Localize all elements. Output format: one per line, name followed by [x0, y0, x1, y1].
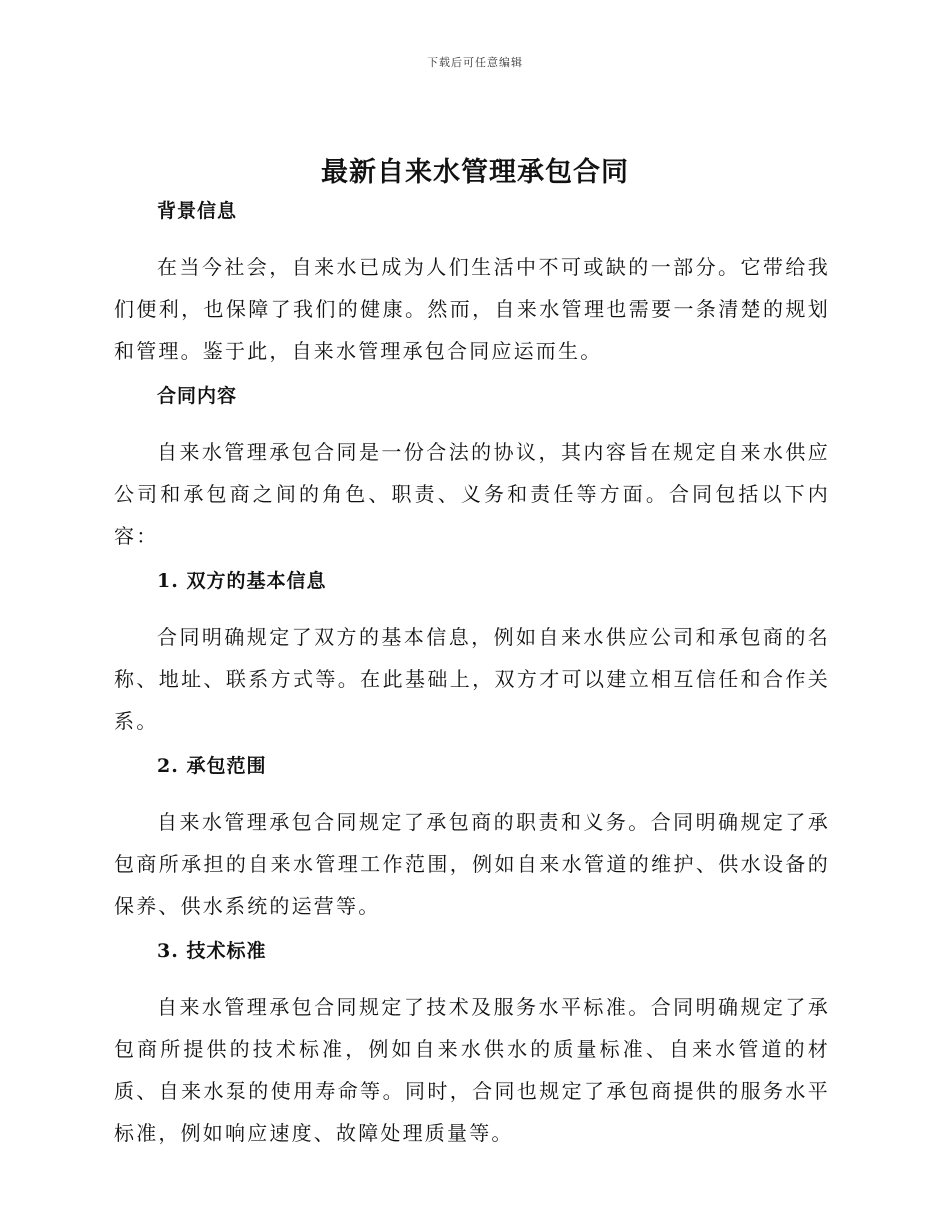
section-heading-party-info: 1. 双方的基本信息: [157, 570, 327, 592]
section-heading-contract-content: 合同内容: [157, 385, 238, 407]
document-body: [114, 196, 830, 1154]
section-paragraph-party-info: 合同明确规定了双方的基本信息，例如自来水供应公司和承包商的名称、地址、联系方式等。在此基础上，双方才可以建立相互信任和合作关系。: [114, 625, 830, 733]
section-paragraph-technical-standards: 自来水管理承包合同规定了技术及服务水平标准。合同明确规定了承包商所提供的技术标准，例如自来水供水的质量标准、自来水管道的材质、自来水泵的使用寿命等。同时，合同也规定了承包商提供的服务水平标准，例如响应速度、故障处理质量等。: [114, 995, 830, 1145]
header-note: 下载后可任意编辑: [427, 56, 523, 69]
section-paragraph-scope: 自来水管理承包合同规定了承包商的职责和义务。合同明确规定了承包商所承担的自来水管理工作范围，例如自来水管道的维护、供水设备的保养、供水系统的运营等。: [114, 810, 830, 918]
section-heading-technical-standards: 3. 技术标准: [157, 940, 267, 962]
section-heading-scope: 2. 承包范围: [157, 755, 267, 777]
section-paragraph-background: 在当今社会，自来水已成为人们生活中不可或缺的一部分。它带给我们便利，也保障了我们的健康。然而，自来水管理也需要一条清楚的规划和管理。鉴于此，自来水管理承包合同应运而生。: [114, 255, 830, 363]
section-heading-background: 背景信息: [157, 200, 238, 222]
document-title: 最新自来水管理承包合同: [321, 157, 629, 188]
section-paragraph-contract-content: 自来水管理承包合同是一份合法的协议，其内容旨在规定自来水供应公司和承包商之间的角色、职责、义务和责任等方面。合同包括以下内容：: [114, 440, 830, 548]
